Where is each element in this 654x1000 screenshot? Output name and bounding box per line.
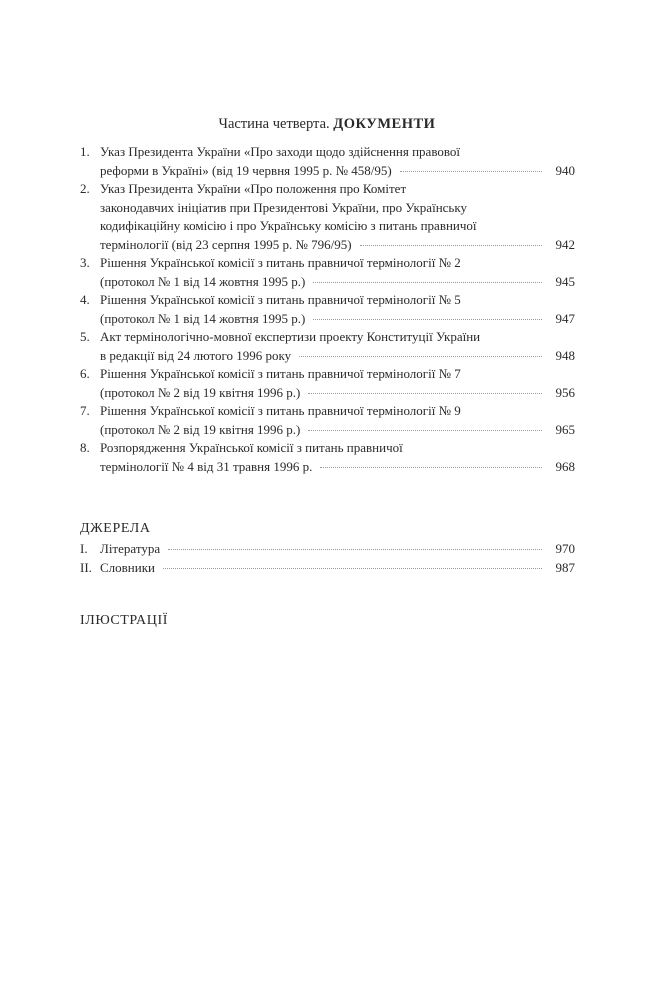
sources-heading: ДЖЕРЕЛА bbox=[80, 521, 151, 536]
entry-label: Словники bbox=[100, 559, 155, 575]
documents-toc bbox=[80, 143, 575, 476]
entry-number: II. bbox=[80, 559, 92, 575]
entry-number: 7. bbox=[80, 403, 90, 418]
entry-text: Рішення Української комісії з питань правничої термінології № 2 bbox=[100, 255, 461, 270]
entry-number: 1. bbox=[80, 144, 90, 159]
page-number: 948 bbox=[555, 347, 575, 363]
entry-number: 3. bbox=[80, 255, 90, 270]
entry-text: Розпорядження Української комісії з питань правничої bbox=[100, 440, 403, 455]
page-number: 987 bbox=[555, 559, 575, 575]
page-number: 970 bbox=[555, 541, 575, 556]
page-number: 942 bbox=[555, 236, 575, 252]
dot-leader bbox=[308, 393, 541, 394]
page-number: 965 bbox=[555, 421, 575, 437]
entry-number: 4. bbox=[80, 292, 90, 307]
entry-text: термінології (від 23 серпня 1995 р. № 796/95) bbox=[100, 236, 352, 252]
toc-entry[interactable] bbox=[80, 439, 575, 476]
part-title-prefix: Частина четверта. bbox=[218, 116, 334, 132]
page-number: 956 bbox=[555, 384, 575, 400]
dot-leader bbox=[313, 319, 541, 320]
dot-leader bbox=[400, 171, 542, 172]
entry-text: Рішення Української комісії з питань правничої термінології № 5 bbox=[100, 292, 461, 307]
entry-number: 2. bbox=[80, 181, 90, 196]
page-number: 945 bbox=[555, 273, 575, 289]
entry-label: Література bbox=[100, 541, 161, 556]
dot-leader bbox=[299, 356, 541, 357]
entry-text: (протокол № 2 від 19 квітня 1996 р.) bbox=[100, 421, 301, 437]
illustrations-heading: ІЛЮСТРАЦІЇ bbox=[80, 613, 168, 628]
entry-text: законодавчих ініціатив при Президентові України, про Українську bbox=[100, 199, 467, 215]
dot-leader bbox=[168, 549, 541, 550]
toc-entry[interactable] bbox=[80, 365, 575, 402]
sources-toc bbox=[80, 540, 575, 577]
entry-number: 5. bbox=[80, 329, 90, 344]
entry-text: реформи в Україні» (від 19 червня 1995 р. № 458/95) bbox=[100, 162, 392, 178]
entry-text: кодифікаційну комісію і про Українську комісію з питань правничої bbox=[100, 218, 477, 233]
entry-text: Акт термінологічно-мовної експертизи проекту Конституції України bbox=[100, 329, 481, 344]
page-number: 947 bbox=[555, 310, 575, 326]
part-title bbox=[0, 116, 654, 133]
toc-entry[interactable] bbox=[80, 328, 575, 365]
part-title-bold: ДОКУМЕНТИ bbox=[333, 116, 436, 132]
entry-text: в редакції від 24 лютого 1996 року bbox=[100, 347, 292, 363]
entry-text: термінології № 4 від 31 травня 1996 р. bbox=[100, 458, 313, 474]
dot-leader bbox=[163, 568, 542, 569]
entry-text: (протокол № 1 від 14 жовтня 1995 р.) bbox=[100, 273, 306, 289]
toc-entry[interactable] bbox=[80, 291, 575, 328]
dot-leader bbox=[308, 430, 541, 431]
toc-entry[interactable] bbox=[80, 540, 575, 559]
entry-text: Рішення Української комісії з питань правничої термінології № 9 bbox=[100, 403, 461, 418]
entry-number: 6. bbox=[80, 366, 90, 381]
entry-text: Указ Президента України «Про заходи щодо здійснення правової bbox=[100, 144, 461, 159]
dot-leader bbox=[320, 467, 541, 468]
entry-text: (протокол № 1 від 14 жовтня 1995 р.) bbox=[100, 310, 306, 326]
toc-entry[interactable] bbox=[80, 402, 575, 439]
entry-text: Рішення Української комісії з питань правничої термінології № 7 bbox=[100, 366, 461, 381]
page-number: 940 bbox=[555, 162, 575, 178]
toc-entry[interactable] bbox=[80, 143, 575, 180]
entry-number: 8. bbox=[80, 440, 90, 455]
toc-entry[interactable] bbox=[80, 559, 575, 578]
entry-text: Указ Президента України «Про положення про Комітет bbox=[100, 181, 407, 196]
entry-text: (протокол № 2 від 19 квітня 1996 р.) bbox=[100, 384, 301, 400]
toc-entry[interactable] bbox=[80, 180, 575, 254]
dot-leader bbox=[313, 282, 541, 283]
dot-leader bbox=[360, 245, 542, 246]
entry-number: I. bbox=[80, 541, 88, 556]
page-number: 968 bbox=[555, 458, 575, 474]
toc-entry[interactable] bbox=[80, 254, 575, 291]
